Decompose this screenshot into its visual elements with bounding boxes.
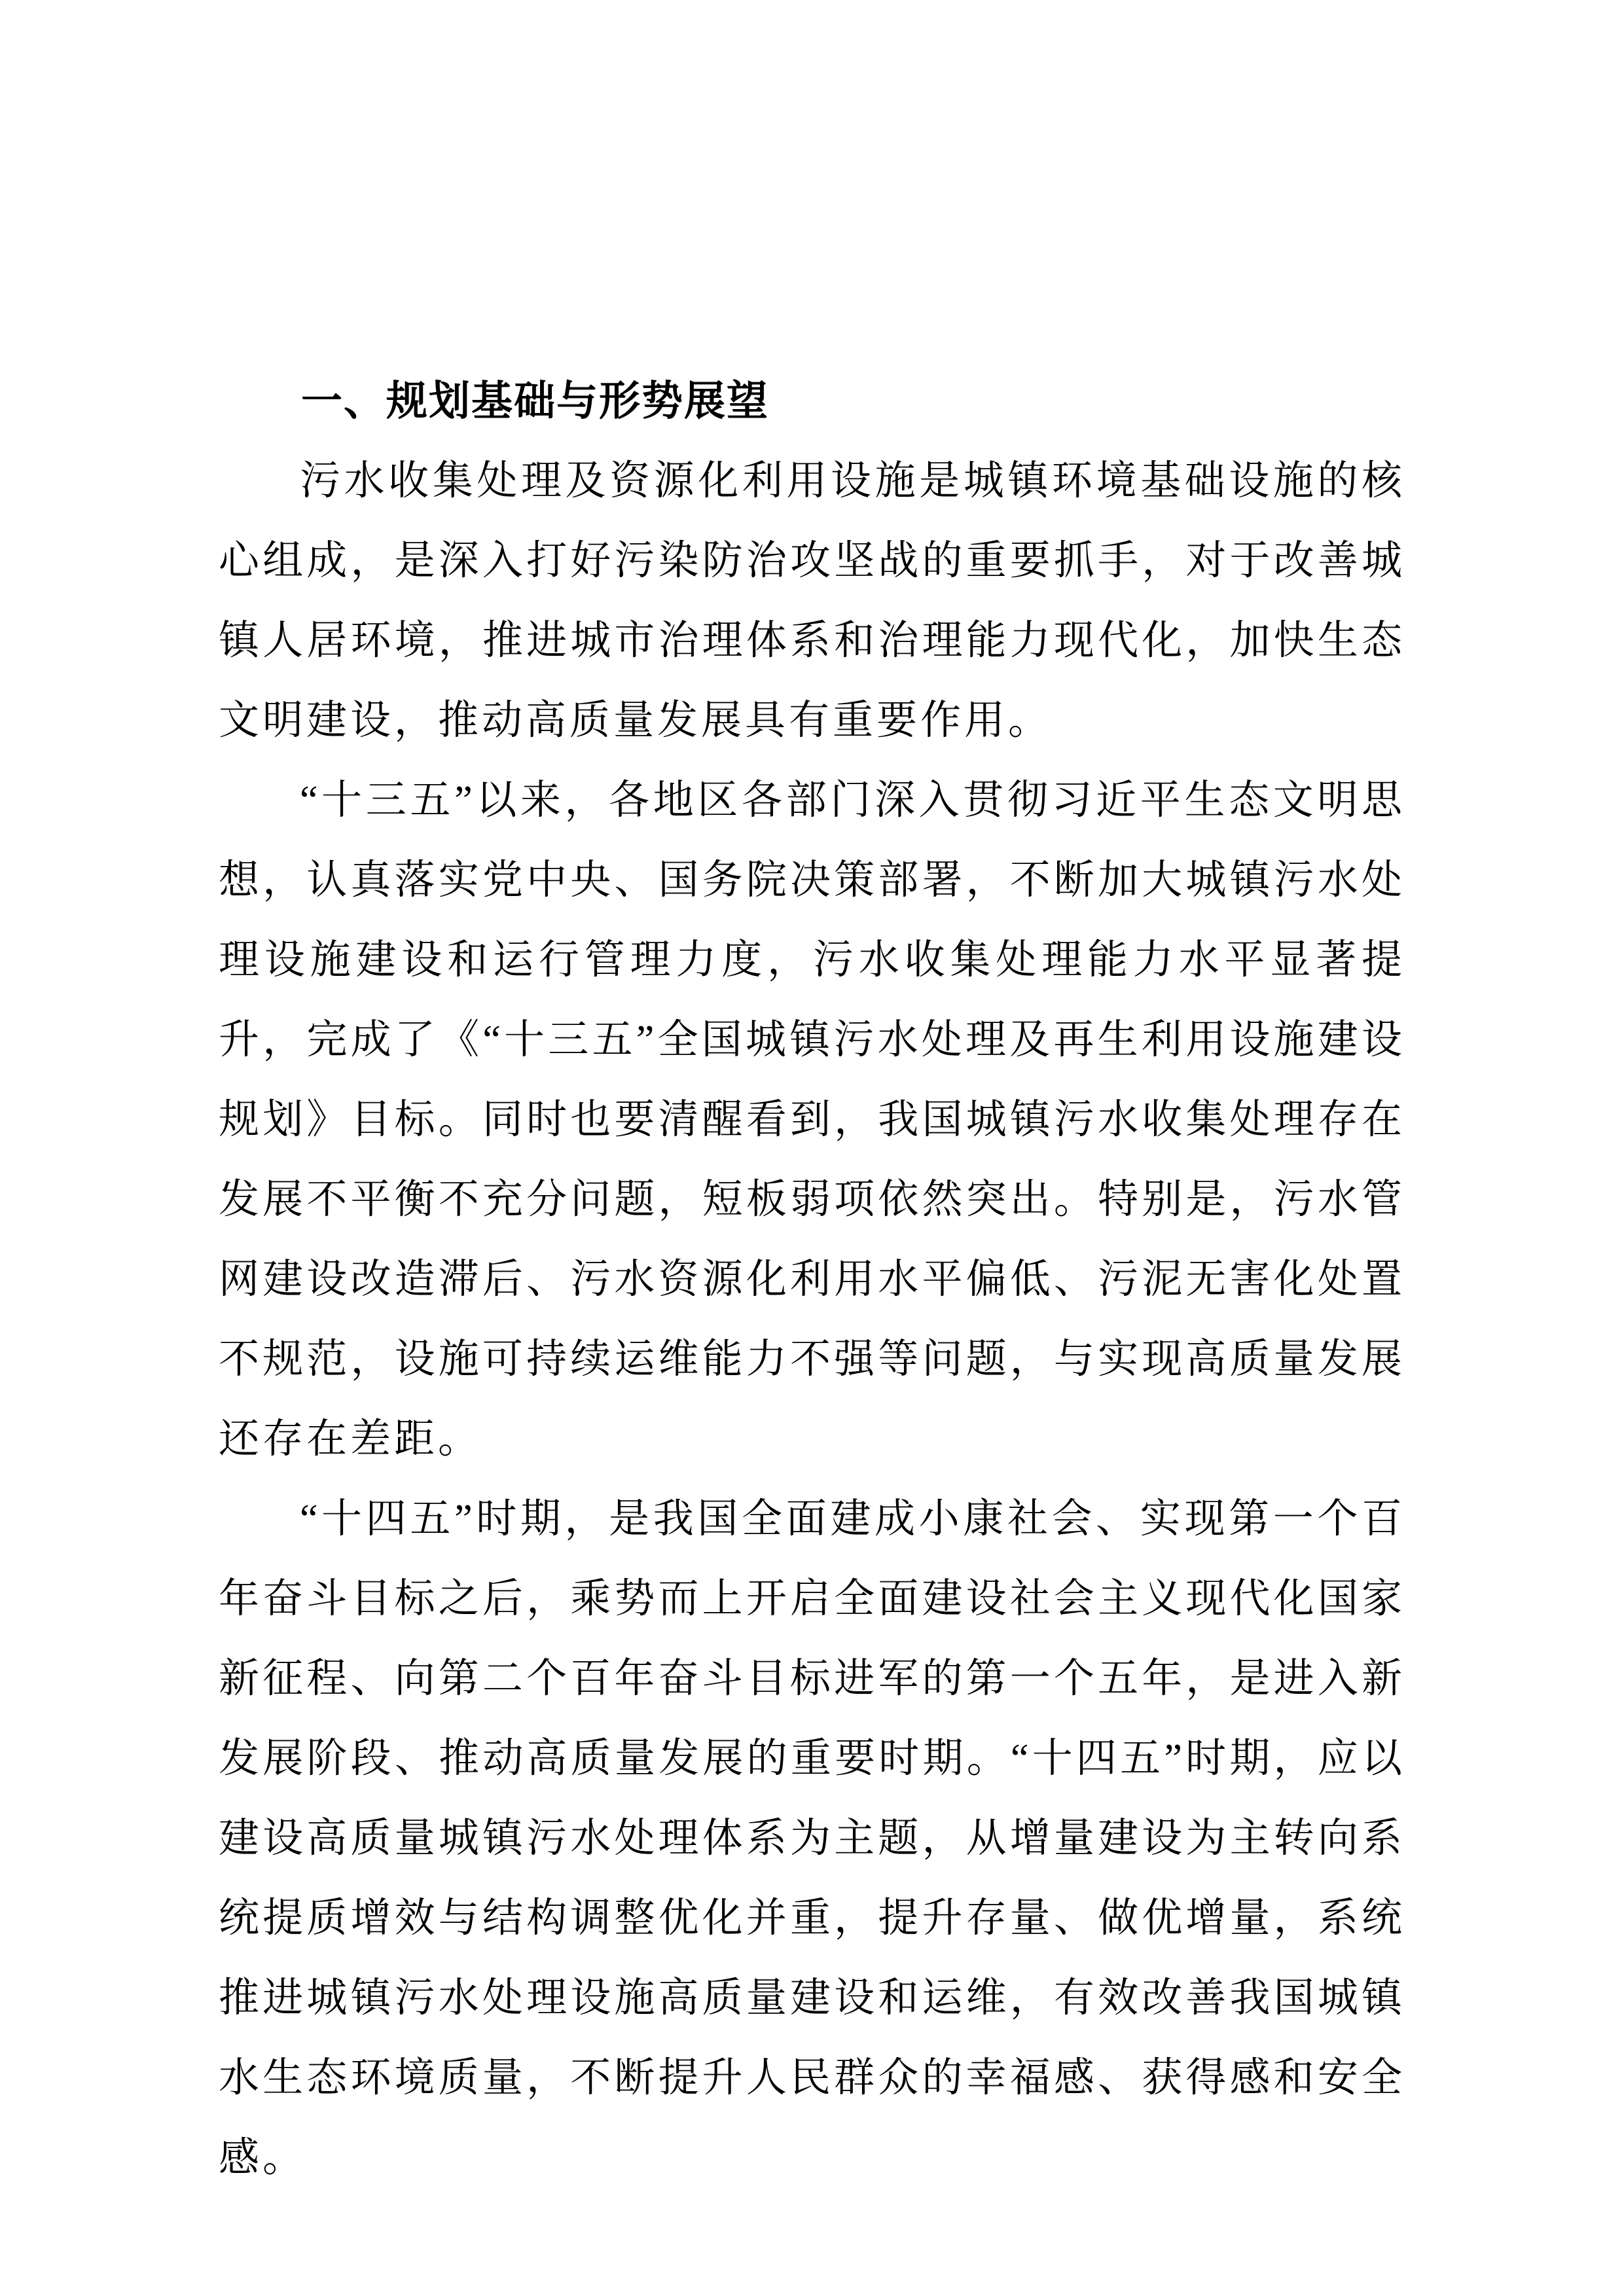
- document-body: [219, 361, 1405, 2198]
- paragraph-2: “十三五”以来，各地区各部门深入贯彻习近平生态文明思想，认真落实党中央、国务院决策部署，不断加大城镇污水处理设施建设和运行管理力度，污水收集处理能力水平显著提升，完成了《“十三五”全国城镇污水处理及再生利用设施建设规划》目标。同时也要清醒看到，我国城镇污水收集处理存在发展不平衡不充分问题，短板弱项依然突出。特别是，污水管网建设改造滞后、污水资源化利用水平偏低、污泥无害化处置不规范，设施可持续运维能力不强等问题，与实现高质量发展还存在差距。: [219, 778, 1405, 1462]
- paragraph-3: “十四五”时期，是我国全面建成小康社会、实现第一个百年奋斗目标之后，乘势而上开启全面建设社会主义现代化国家新征程、向第二个百年奋斗目标进军的第一个五年，是进入新发展阶段、推动高质量发展的重要时期。“十四五”时期，应以建设高质量城镇污水处理体系为主题，从增量建设为主转向系统提质增效与结构调整优化并重，提升存量、做优增量，系统推进城镇污水处理设施高质量建设和运维，有效改善我国城镇水生态环境质量，不断提升人民群众的幸福感、获得感和安全感。: [219, 1497, 1405, 2180]
- paragraph-1: 污水收集处理及资源化利用设施是城镇环境基础设施的核心组成，是深入打好污染防治攻坚战的重要抓手，对于改善城镇人居环境，推进城市治理体系和治理能力现代化，加快生态文明建设，推动高质量发展具有重要作用。: [219, 459, 1405, 743]
- section-heading: 一、规划基础与形势展望: [301, 378, 769, 424]
